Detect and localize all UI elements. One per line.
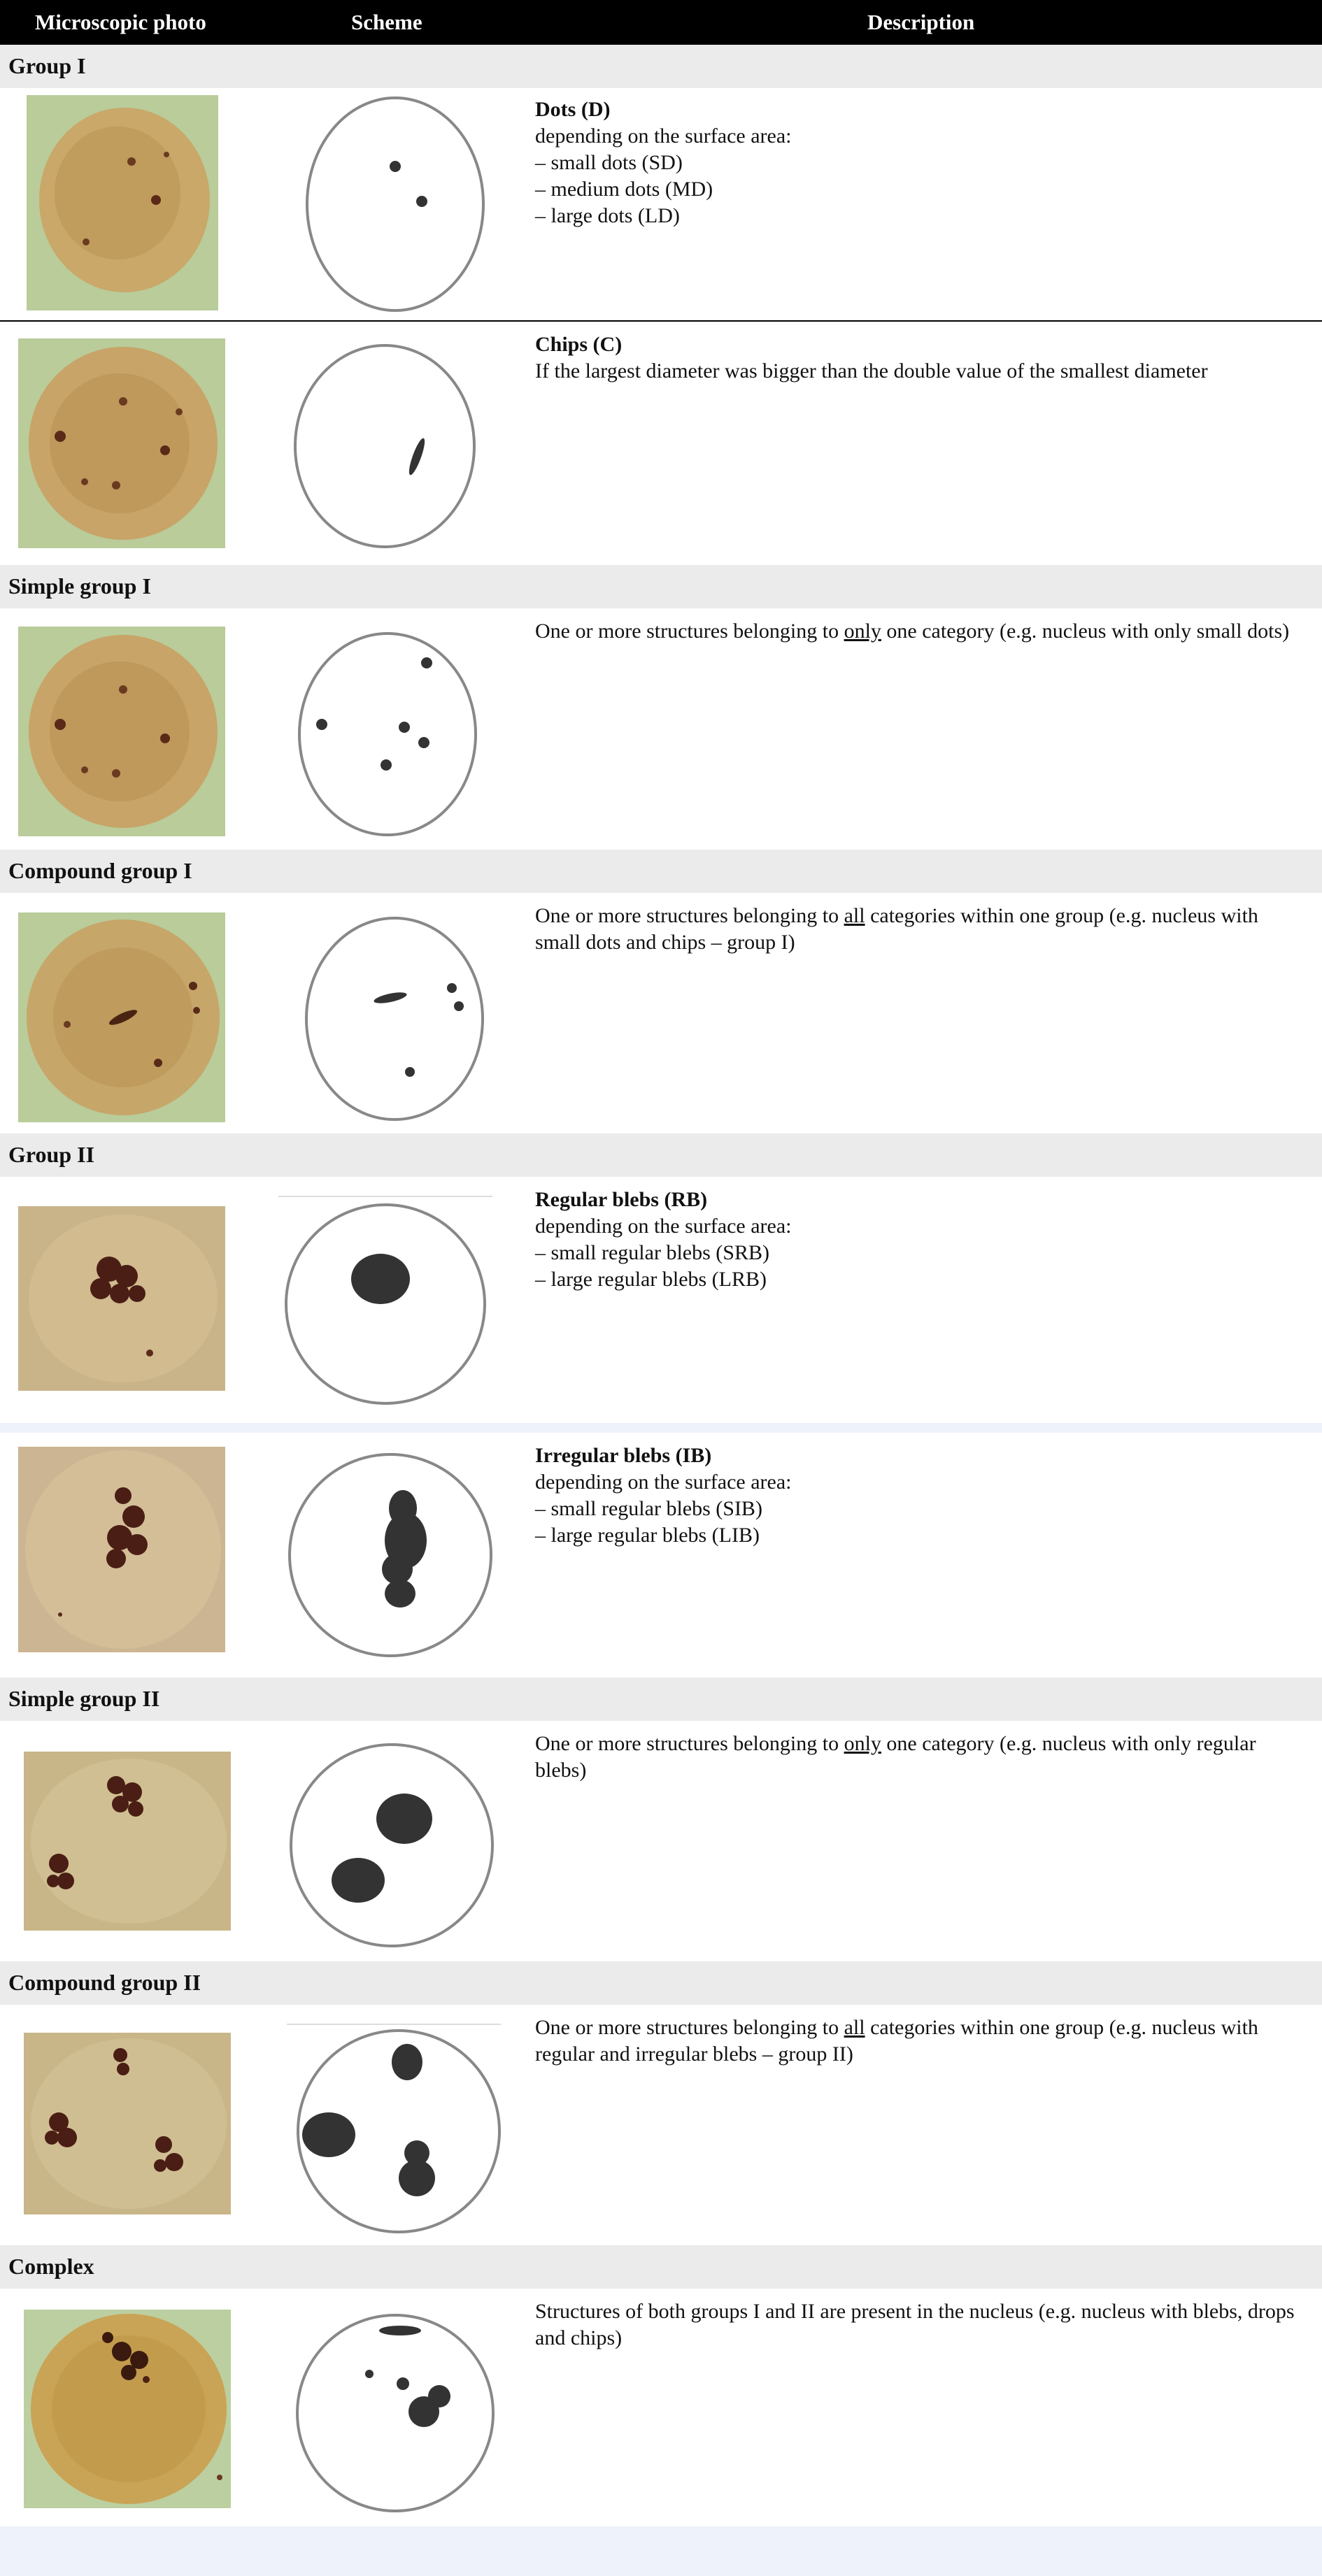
description-emphasis: only: [844, 620, 881, 643]
description-text: Structures of both groups I and II are present in the nucleus (e.g. nucleus with blebs, drops and chips): [535, 2300, 1295, 2349]
micro-photo: [24, 2033, 231, 2214]
group-label: Group I: [8, 53, 86, 78]
table-row-simple-2: [0, 1721, 1322, 1961]
description-emphasis: all: [844, 904, 865, 927]
group-label: Complex: [8, 2254, 94, 2279]
scheme-diagram: [278, 1195, 492, 1409]
group-label: Compound group I: [8, 858, 192, 883]
description-line: – large regular blebs (LRB): [535, 1268, 767, 1291]
micro-photo: [18, 1447, 225, 1652]
col-header-scheme: Scheme: [351, 10, 422, 34]
group-band-1: [0, 45, 1322, 88]
table-row-regular-blebs: [0, 1177, 1322, 1423]
scheme-diagram: [294, 2307, 497, 2519]
table-row-simple-1: [0, 608, 1322, 850]
category-title: Chips (C): [535, 333, 623, 356]
micro-photo: [18, 913, 225, 1122]
description-text: one category (e.g. nucleus with only regular blebs): [535, 1732, 1256, 1782]
table-row-complex: [0, 2289, 1322, 2526]
description-line: depending on the surface area:: [535, 1215, 792, 1238]
description-line: – small regular blebs (SIB): [535, 1497, 762, 1520]
description-line: – small dots (SD): [535, 151, 683, 174]
table-row-irregular-blebs: [0, 1433, 1322, 1677]
group-label: Simple group I: [8, 573, 151, 599]
description-line: – small regular blebs (SRB): [535, 1241, 769, 1264]
description-line: If the largest diameter was bigger than the double value of the smallest diameter: [535, 359, 1208, 382]
scheme-diagram: [285, 1740, 498, 1950]
description-line: depending on the surface area:: [535, 1471, 792, 1494]
col-header-description: Description: [867, 10, 975, 34]
col-header-photo: Microscopic photo: [35, 10, 206, 34]
group-band-simple-1: [0, 565, 1322, 608]
category-title: Regular blebs (RB): [535, 1188, 708, 1211]
page-bottom-margin: [0, 2526, 1322, 2576]
micro-photo: [27, 95, 218, 310]
description-text: categories within one group (e.g. nucleus with small dots and chips – group I): [535, 904, 1258, 954]
description-line: depending on the surface area:: [535, 124, 792, 148]
micro-photo: [18, 1206, 225, 1391]
description-text: One or more structures belonging to: [535, 1732, 844, 1755]
description-line: – large regular blebs (LIB): [535, 1524, 760, 1547]
description-emphasis: all: [844, 2016, 865, 2039]
scheme-diagram: [285, 1447, 495, 1663]
description-line: – medium dots (MD): [535, 178, 713, 201]
scheme-diagram: [287, 2023, 501, 2237]
description-cell: [535, 2015, 1308, 2068]
description-cell: [535, 1731, 1308, 1784]
description-cell: [535, 331, 1308, 385]
group-band-simple-2: [0, 1677, 1322, 1721]
category-title: Irregular blebs (IB): [535, 1444, 712, 1467]
scheme-diagram: [292, 629, 483, 839]
description-cell: [535, 2298, 1308, 2352]
micro-photo: [24, 2310, 231, 2508]
description-cell: [535, 903, 1308, 956]
group-band-2: [0, 1133, 1322, 1177]
description-text: one category (e.g. nucleus with only small dots): [881, 620, 1290, 643]
description-cell: [535, 1187, 1308, 1293]
table-row-compound-1: [0, 893, 1322, 1133]
micro-photo: [18, 627, 225, 836]
description-cell: [535, 96, 1308, 229]
group-label: Simple group II: [8, 1686, 160, 1711]
group-label: Compound group II: [8, 1970, 201, 1995]
table-header: [0, 0, 1322, 45]
description-line: – large dots (LD): [535, 204, 680, 227]
description-text: categories within one group (e.g. nucleus with regular and irregular blebs – group II): [535, 2016, 1258, 2066]
scheme-diagram: [299, 914, 490, 1124]
table-row-chips: [0, 322, 1322, 565]
group-band-complex: [0, 2245, 1322, 2289]
description-text: One or more structures belonging to: [535, 904, 844, 927]
group-label: Group II: [8, 1142, 95, 1167]
group-band-compound-2: [0, 1961, 1322, 2005]
table-row-dots: [0, 88, 1322, 320]
category-title: Dots (D): [535, 98, 611, 121]
table-row-compound-2: [0, 2005, 1322, 2245]
row-spacer: [0, 1423, 1322, 1433]
description-text: One or more structures belonging to: [535, 620, 844, 643]
micro-photo: [24, 1752, 231, 1931]
description-emphasis: only: [844, 1732, 881, 1755]
description-cell: [535, 618, 1308, 645]
micro-photo: [18, 338, 225, 548]
description-text: One or more structures belonging to: [535, 2016, 844, 2039]
description-cell: [535, 1443, 1308, 1549]
scheme-diagram: [290, 92, 500, 316]
scheme-diagram: [288, 341, 481, 551]
group-band-compound-1: [0, 850, 1322, 893]
